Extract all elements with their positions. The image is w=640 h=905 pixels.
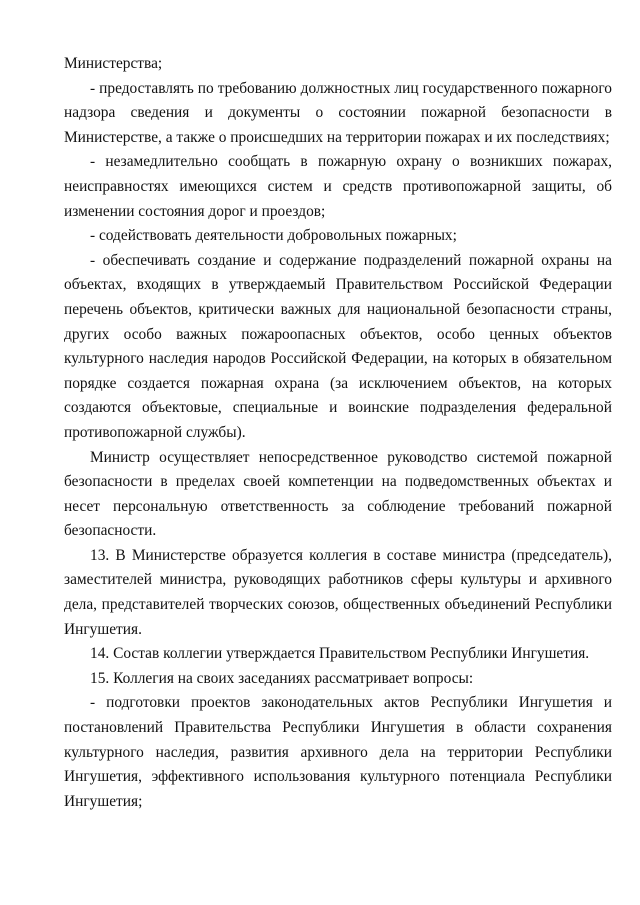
paragraph-fire-units: - обеспечивать создание и содержание подразделений пожарной охраны на объектах, входящих в утверждаемый Правительством Российской Федерации перечень объектов, критически важных для национальной безопасности страны, других особо важных пожароопасных объектов, особо ценных объектов культурного наследия народов Российской Федерации, на которых в обязательном порядке создается пожарная охрана (за исключением объектов, на которых создаются объектовые, специальные и воинские подразделения федеральной противопожарной службы). bbox=[64, 251, 612, 441]
paragraph-minister-responsibility: Министр осуществляет непосредственное руководство системой пожарной безопасности в пределах своей компетенции на подведомственных объектах и несет персональную ответственность за соблюдение требований пожарной безопасности. bbox=[64, 448, 612, 540]
paragraph-item-15: 15. Коллегия на своих заседаниях рассматривает вопросы: bbox=[90, 669, 474, 687]
paragraph-legislation-drafts: - подготовки проектов законодательных актов Республики Ингушетия и постановлений Правительства Республики Ингушетия в области сохранения культурного наследия, развития архивного дела на территории Республики Ингушетия, эффективного использования культурного потенциала Республики Ингушетия; bbox=[64, 694, 612, 810]
paragraph-item-13: 13. В Министерстве образуется коллегия в составе министра (председатель), заместителей министра, руководящих работников сферы культуры и архивного дела, представителей творческих союзов, общественных объединений Республики Ингушетия. bbox=[64, 546, 612, 638]
paragraph-item-14: 14. Состав коллегии утверждается Правительством Республики Ингушетия. bbox=[90, 645, 590, 663]
document-page bbox=[64, 52, 612, 814]
paragraph-volunteer-firefighters: - содействовать деятельности добровольных пожарных; bbox=[90, 227, 457, 245]
paragraph-continuation: Министерства; bbox=[64, 55, 163, 72]
paragraph-fire-supervision-info: - предоставлять по требованию должностных лиц государственного пожарного надзора сведения и документы о состоянии пожарной безопасности в Министерстве, а также о происшедших на территории пожарах и их последствиях; bbox=[64, 79, 612, 146]
paragraph-fire-report: - незамедлительно сообщать в пожарную охрану о возникших пожарах, неисправностях имеющихся систем и средств противопожарной защиты, об изменении состояния дорог и проездов; bbox=[64, 153, 612, 220]
